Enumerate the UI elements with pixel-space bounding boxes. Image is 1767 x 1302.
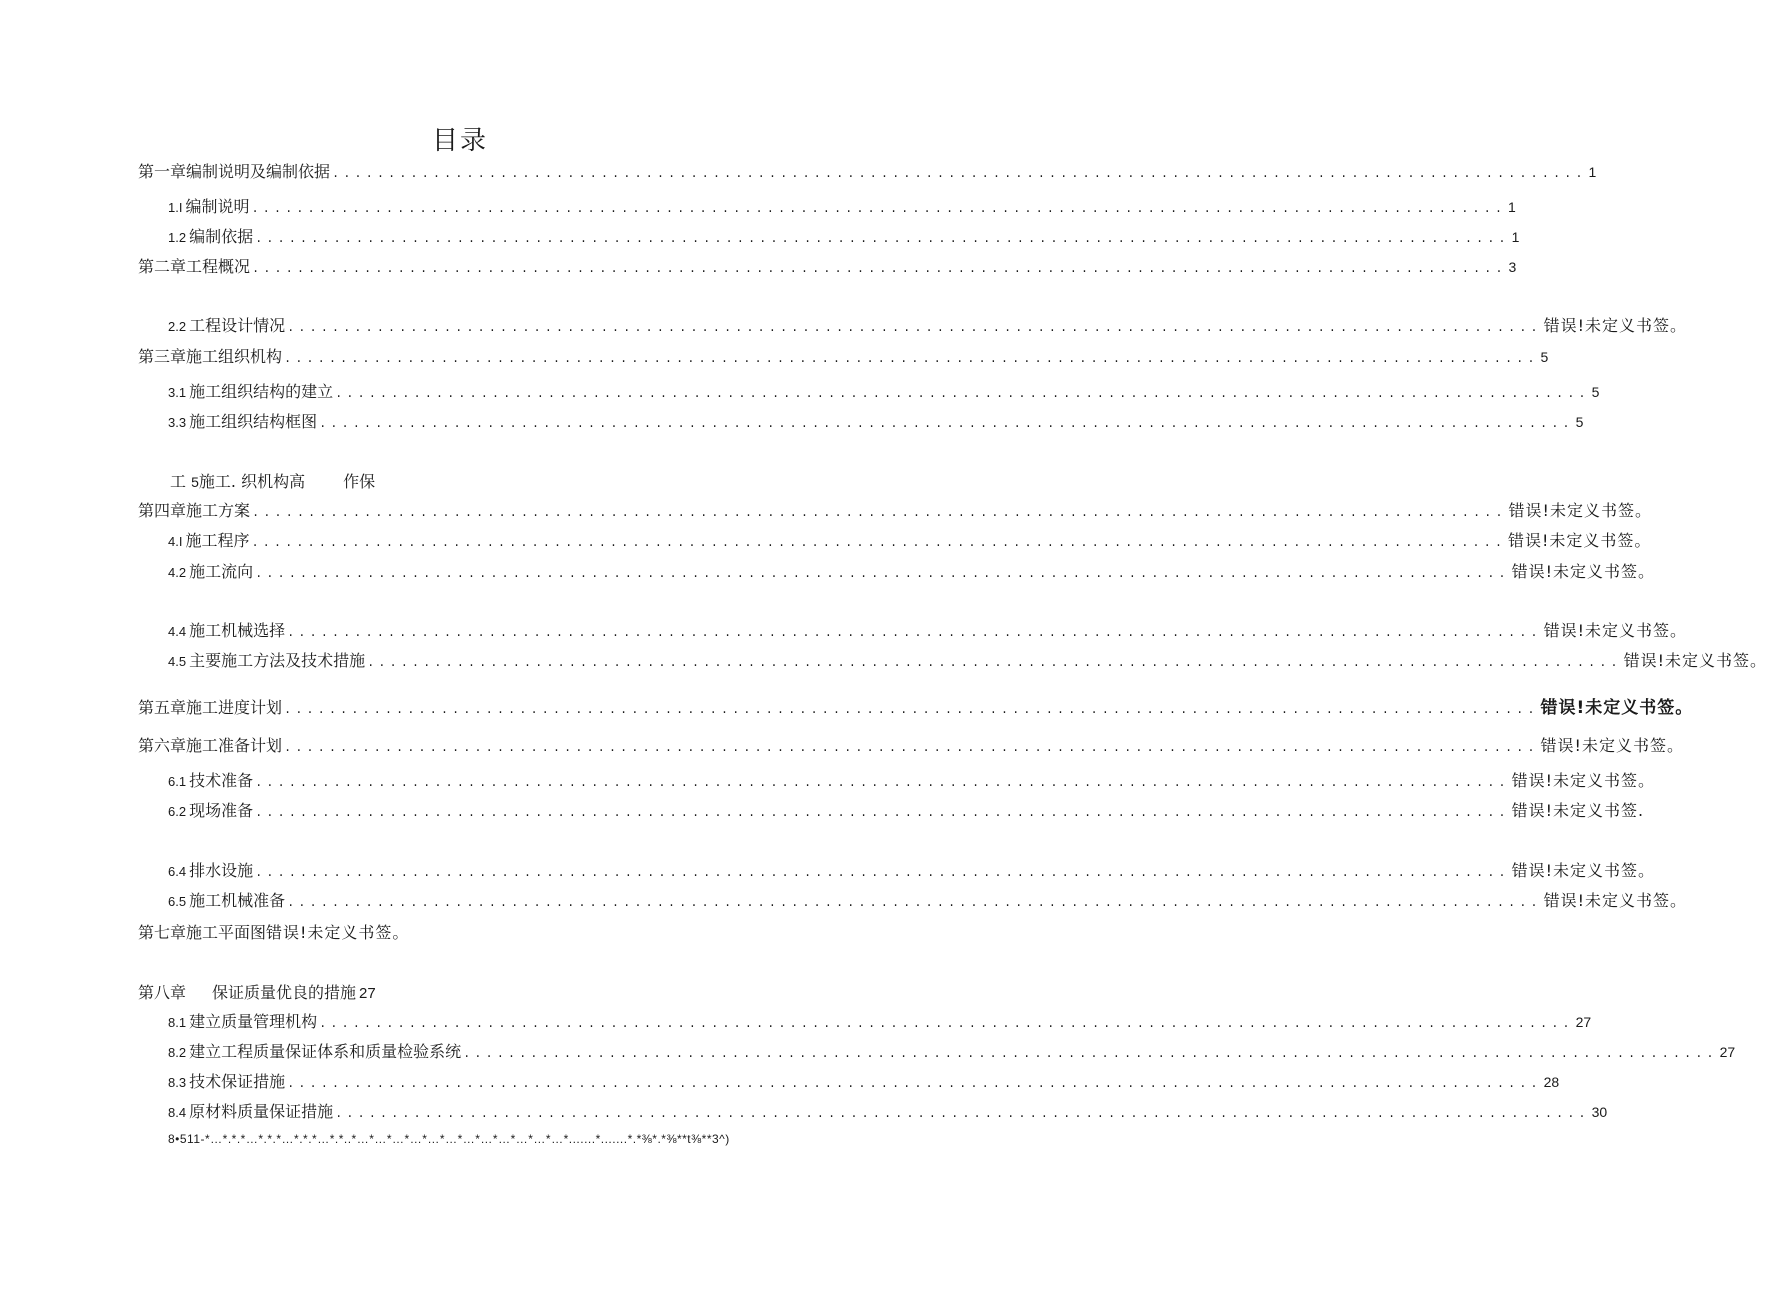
leader-dots: ................................................................................................................ (255, 232, 1510, 246)
toc-entry-label: 建立质量管理机构 (189, 1012, 318, 1031)
section-number: 2.2 (168, 319, 187, 334)
leader-dots: ................................................................................................................ (332, 167, 1587, 181)
section-number: 4.I (168, 534, 183, 549)
bookmark-error-text: 错误!未定义书签。 (1623, 651, 1767, 670)
toc-entry-1-1[interactable] (168, 196, 1516, 218)
toc-entry-ch8[interactable] (138, 980, 376, 1003)
toc-entry-8-1[interactable] (168, 1011, 1592, 1033)
toc-entry-label: 编制依据 (189, 227, 254, 246)
section-number: 4.5 (168, 654, 187, 669)
bookmark-error-text: 错误!未定义书签。 (1511, 562, 1656, 581)
toc-entry-page: 1 (1511, 229, 1520, 245)
section-number: 8.4 (168, 1105, 187, 1120)
toc-entry-label: 工程设计情况 (189, 316, 286, 335)
leader-dots: ................................................................................................................ (284, 741, 1539, 755)
bookmark-error-text: 错误!未定义书签。 (1543, 891, 1688, 910)
leader-dots: ................................................................................................................ (255, 567, 1510, 581)
toc-entry-ch7[interactable] (138, 920, 409, 943)
toc-entry-label: 原材料质量保证措施 (189, 1102, 334, 1121)
leader-dots: ................................................................................................................ (319, 417, 1574, 431)
leader-dots: ................................................................................................................ (252, 506, 1507, 520)
toc-entry-page: 28 (1543, 1074, 1560, 1090)
leader-dots: ................................................................................................................ (287, 896, 1542, 910)
bookmark-error-text: 错误!未定义书签。 (266, 923, 410, 942)
toc-entry-page: 1 (1588, 164, 1597, 180)
leader-dots: ................................................................................................................ (252, 262, 1507, 276)
toc-entry-ch1[interactable] (138, 161, 1597, 183)
toc-entry-label: 施工组织结构的建立 (189, 382, 334, 401)
bookmark-error-text: 错误!未定义书签。 (1511, 861, 1656, 880)
leader-dots: ................................................................................................................ (255, 776, 1510, 790)
leader-dots: ................................................................................................................ (463, 1047, 1718, 1061)
toc-entry-6-1[interactable] (168, 770, 1656, 792)
toc-entry-label: 第七章施工平面图 (138, 923, 267, 942)
bookmark-error-text: 错误!未定义书签。 (1540, 698, 1694, 718)
toc-entry-page: 27 (1575, 1014, 1592, 1030)
toc-title: 目录 (431, 126, 488, 156)
bookmark-error-text: 错误!未定义书签。 (1540, 736, 1684, 755)
toc-entry-page: 5 (1591, 384, 1600, 400)
section-number: 3.3 (168, 415, 187, 430)
bookmark-error-text: 错误!未定义书签。 (1511, 771, 1656, 790)
leader-dots: ................................................................................................................ (335, 387, 1590, 401)
toc-entry-label: 主要施工方法及技术措施 (189, 651, 366, 670)
toc-entry-label: 第二章工程概况 (138, 257, 251, 276)
toc-entry-1-2[interactable] (168, 226, 1520, 248)
toc-entry-label: 第八章 (138, 983, 187, 1002)
section-number: 3.1 (168, 385, 187, 400)
toc-entry-label: 现场准备 (189, 801, 254, 820)
toc-entry-label: 排水设施 (189, 861, 254, 880)
section-number: 1.I (168, 200, 183, 215)
leader-dots: ................................................................................................................ (251, 536, 1507, 550)
toc-entry-ch5[interactable] (138, 697, 1694, 719)
leader-dots: ................................................................................................................ (287, 321, 1542, 335)
toc-entry-label: 第六章施工准备计划 (138, 736, 283, 755)
toc-entry-page: 27 (359, 985, 376, 1002)
toc-entry-3-1[interactable] (168, 381, 1600, 403)
bookmark-error-text: 错误!未定义书签。 (1508, 501, 1652, 520)
toc-entry-6-2[interactable] (168, 800, 1645, 822)
section-number: 8.1 (168, 1015, 187, 1030)
toc-entry-label: 技术保证措施 (189, 1072, 286, 1091)
leader-dots: ................................................................................................................ (284, 703, 1539, 717)
toc-entry-6-4[interactable] (168, 860, 1656, 882)
leader-dots: ................................................................................................................ (284, 352, 1539, 366)
section-number: 4.2 (168, 565, 187, 580)
leader-dots: ................................................................................................................ (287, 1077, 1542, 1091)
toc-entry-page: 1 (1508, 199, 1516, 215)
leader-dots: ................................................................................................................ (319, 1017, 1574, 1031)
toc-entry-4-2[interactable] (168, 561, 1656, 583)
toc-entry-label: 第五章施工进度计划 (138, 698, 283, 717)
section-number: 8.2 (168, 1045, 187, 1060)
toc-entry-6-5[interactable] (168, 890, 1688, 912)
toc-entry-label: 编制说明 (185, 197, 250, 216)
bookmark-error-text: 错误!未定义书签. (1511, 801, 1645, 820)
toc-entry-label: 技术准备 (189, 771, 254, 790)
toc-entry-label: 施工机械选择 (189, 621, 286, 640)
toc-entry-2-2[interactable] (168, 315, 1688, 337)
section-number: 4.4 (168, 624, 187, 639)
garbled-toc-line: 工 5施工. 织机构高 作保 (170, 472, 376, 491)
leader-dots: ................................................................................................................ (255, 866, 1510, 880)
toc-entry-page: 3 (1508, 259, 1517, 275)
section-number: 1.2 (168, 230, 187, 245)
leader-dots: ................................................................................................................ (251, 202, 1507, 216)
section-number: 6.5 (168, 894, 187, 909)
toc-entry-ch4[interactable] (138, 500, 1652, 522)
toc-entry-page: 5 (1540, 349, 1549, 365)
toc-entry-ch3[interactable] (138, 346, 1549, 368)
toc-entry-4-5[interactable] (168, 650, 1767, 672)
leader-dots: ................................................................................................................ (335, 1107, 1590, 1121)
section-number: 6.2 (168, 804, 187, 819)
toc-entry-label: 施工组织结构框图 (189, 412, 318, 431)
toc-entry-label: 第一章编制说明及编制依据 (138, 162, 331, 181)
bookmark-error-text: 错误!未定义书签。 (1543, 316, 1688, 335)
bookmark-error-text: 错误!未定义书签。 (1508, 531, 1652, 550)
section-number: 6.1 (168, 774, 187, 789)
toc-entry-4-1[interactable] (168, 530, 1652, 552)
section-number: 8.3 (168, 1075, 187, 1090)
toc-entry-page: 30 (1591, 1104, 1608, 1120)
toc-entry-label: 建立工程质量保证体系和质量检验系统 (189, 1042, 462, 1061)
toc-entry-label: 施工流向 (189, 562, 254, 581)
leader-dots: ................................................................................................................ (367, 656, 1622, 670)
toc-entry-label: 第四章施工方案 (138, 501, 251, 520)
toc-entry-label: 施工程序 (185, 531, 250, 550)
toc-entry-8-2[interactable] (168, 1041, 1736, 1063)
toc-entry-4-4[interactable] (168, 620, 1688, 642)
toc-entry-label-2: 保证质量优良的措施 (212, 983, 357, 1002)
toc-entry-label: 施工机械准备 (189, 891, 286, 910)
toc-entry-ch2[interactable] (138, 256, 1517, 278)
toc-entry-page: 27 (1719, 1044, 1736, 1060)
toc-entry-page: 5 (1575, 414, 1584, 430)
garbled-toc-line-8-5: 8•511-*…*.*.*…*.*.*…*.*.*…*.*..*…*…*…*…*…*…*…*…*…*…*…*…*.......*.......*.*⅜*.*⅜**t⅜**3^) (168, 1132, 730, 1146)
leader-dots: ................................................................................................................ (255, 806, 1510, 820)
toc-entry-8-4[interactable] (168, 1101, 1608, 1123)
section-number: 6.4 (168, 864, 187, 879)
toc-entry-ch6[interactable] (138, 735, 1684, 757)
toc-entry-3-3[interactable] (168, 411, 1584, 433)
toc-entry-8-3[interactable] (168, 1071, 1560, 1093)
leader-dots: ................................................................................................................ (287, 626, 1542, 640)
toc-entry-label: 第三章施工组织机构 (138, 347, 283, 366)
bookmark-error-text: 错误!未定义书签。 (1543, 621, 1688, 640)
